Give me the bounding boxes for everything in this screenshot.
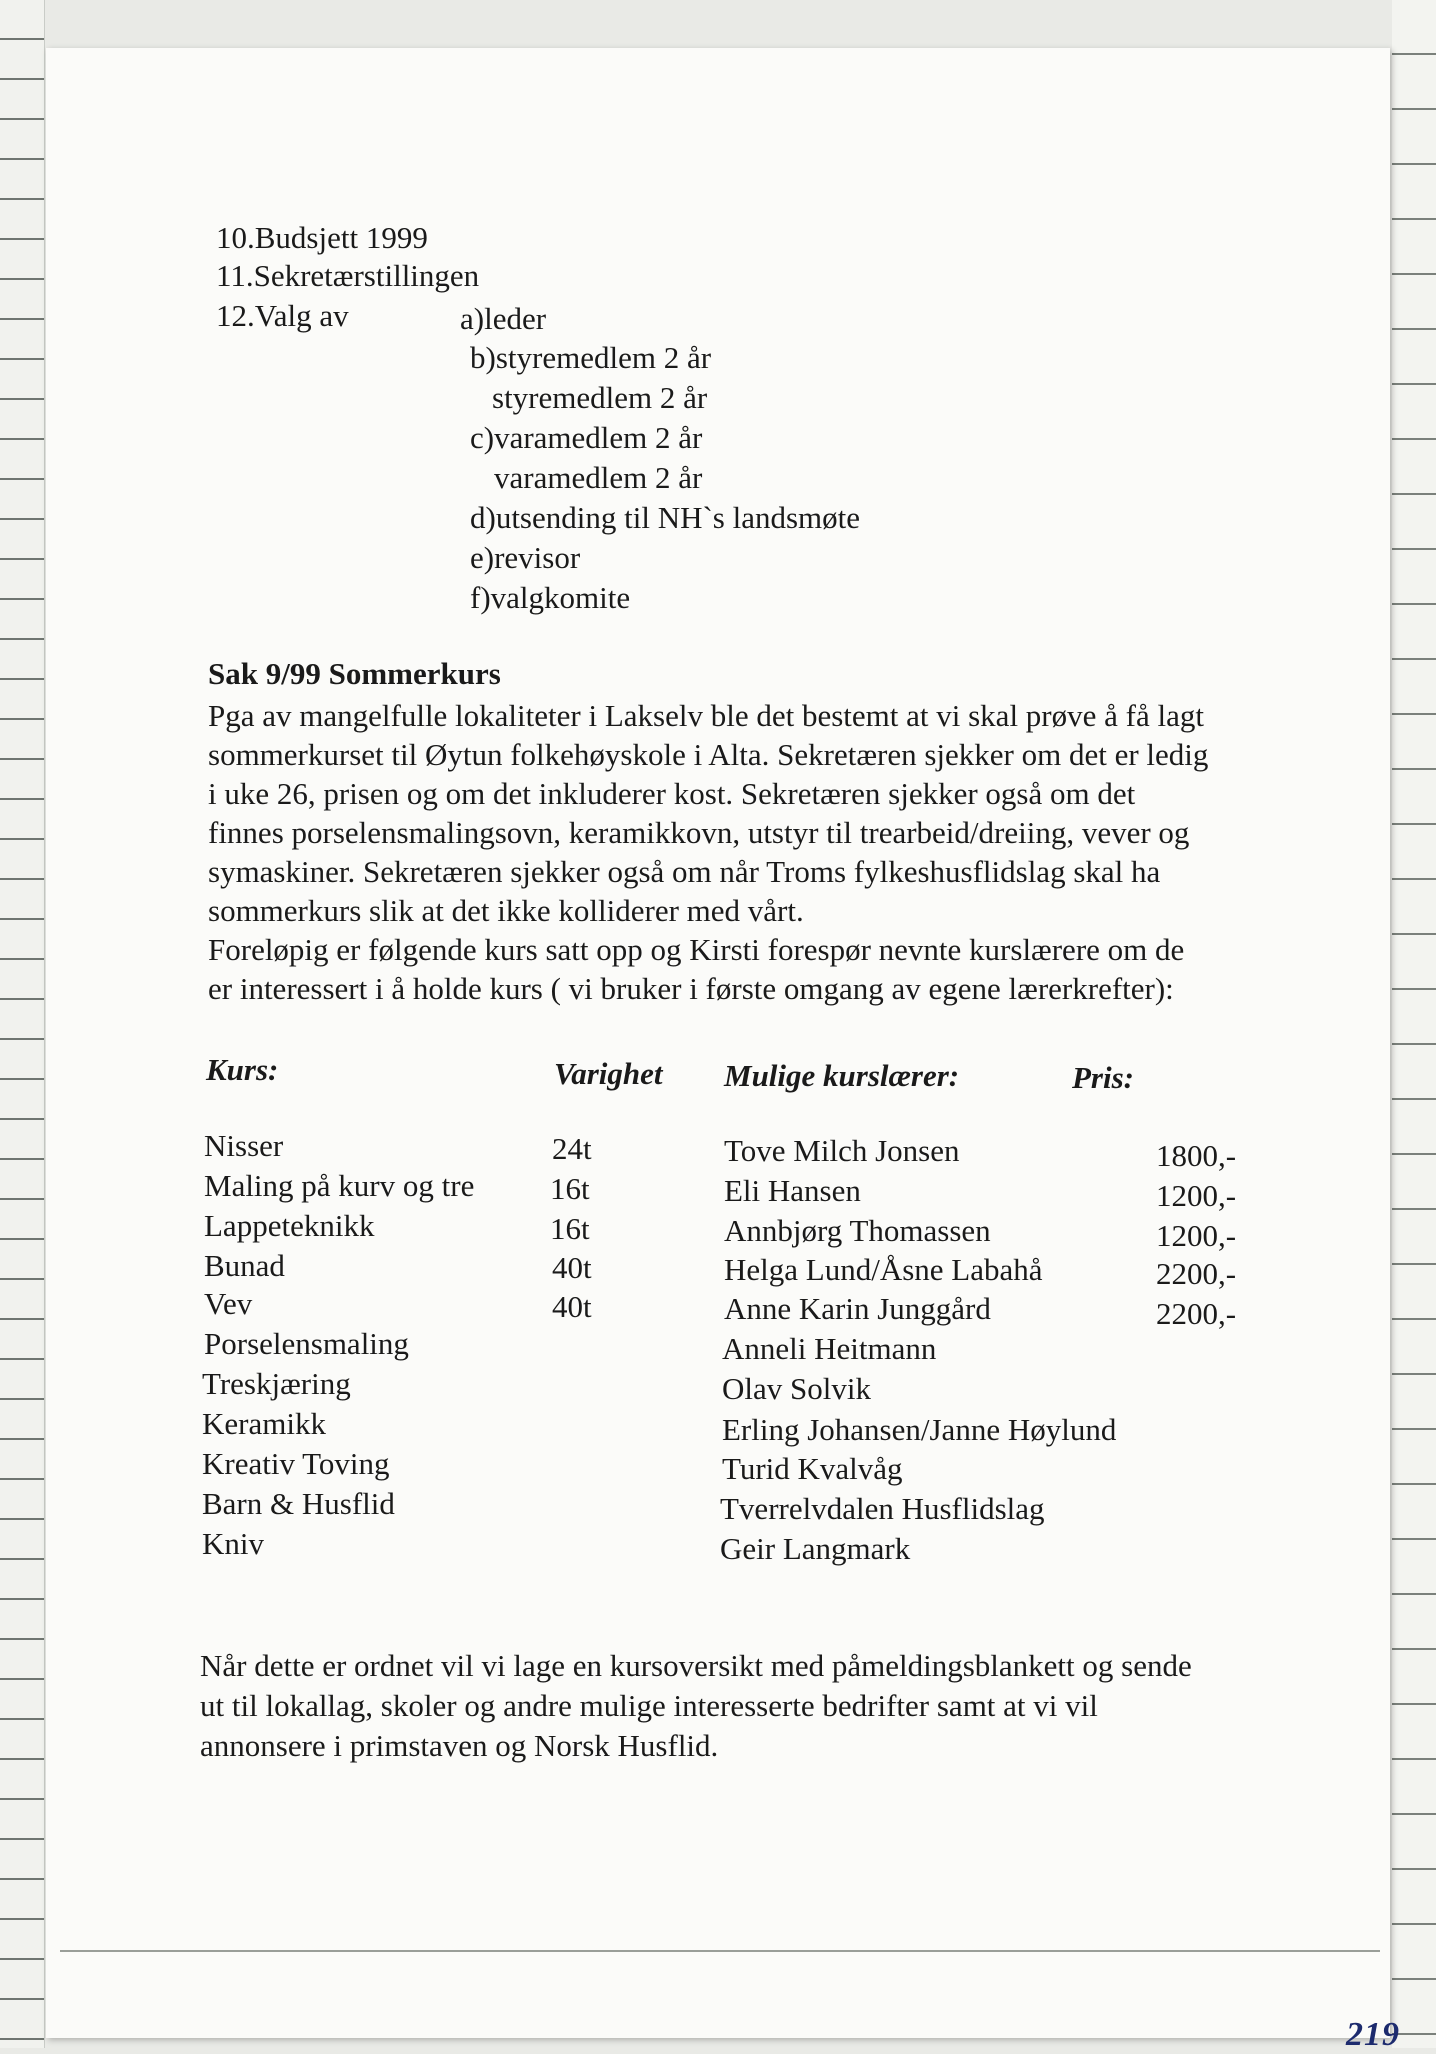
course-name: Kniv	[202, 1526, 264, 1561]
header-teachers: Mulige kurslærer:	[724, 1058, 960, 1093]
agenda-sub-c: c)varamedlem 2 år	[470, 420, 703, 455]
section-paragraph	[208, 696, 1328, 1008]
closing-line: annonsere i primstaven og Norsk Husflid.	[200, 1728, 719, 1763]
header-duration: Varighet	[554, 1056, 663, 1091]
agenda-sub-d: d)utsending til NH`s landsmøte	[470, 500, 861, 535]
course-duration: 24t	[552, 1131, 592, 1166]
course-teacher: Erling Johansen/Janne Høylund	[722, 1412, 1117, 1447]
course-price: 2200,-	[1156, 1256, 1237, 1291]
course-name: Nisser	[204, 1128, 284, 1163]
course-teacher: Eli Hansen	[724, 1173, 861, 1208]
agenda-sub-b: b)styremedlem 2 år	[470, 340, 712, 375]
agenda-item-11: 11.Sekretærstillingen	[216, 258, 480, 293]
paragraph-line: sommerkurs slik at det ikke kolliderer med vårt.	[208, 893, 804, 928]
course-teacher: Tverrelvdalen Husflidslag	[720, 1491, 1045, 1526]
course-teacher: Anne Karin Junggård	[724, 1291, 991, 1326]
closing-paragraph	[200, 1646, 1320, 1766]
ledger-paper-left	[0, 0, 45, 2048]
agenda-sub-e: e)revisor	[470, 540, 581, 575]
paragraph-line: symaskiner. Sekretæren sjekker også om når Troms fylkeshusflidslag skal ha	[208, 854, 1161, 889]
course-teacher: Helga Lund/Åsne Labahå	[724, 1252, 1043, 1287]
agenda-item-12: 12.Valg av	[216, 298, 349, 333]
course-name: Porselensmaling	[204, 1326, 409, 1361]
agenda-sub-b2: styremedlem 2 år	[492, 380, 708, 415]
course-price: 2200,-	[1156, 1296, 1237, 1331]
course-teacher: Olav Solvik	[722, 1371, 871, 1406]
course-duration: 40t	[552, 1250, 592, 1285]
section-heading: Sak 9/99 Sommerkurs	[208, 656, 501, 691]
course-name: Vev	[204, 1286, 253, 1321]
course-name: Bunad	[204, 1248, 285, 1283]
course-name: Barn & Husflid	[202, 1486, 395, 1521]
course-duration: 16t	[550, 1211, 590, 1246]
paragraph-line: i uke 26, prisen og om det inkluderer kost. Sekretæren sjekker også om det	[208, 776, 1136, 811]
course-teacher: Geir Langmark	[720, 1531, 911, 1566]
course-price: 1200,-	[1156, 1218, 1237, 1253]
paragraph-line: sommerkurset til Øytun folkehøyskole i Alta. Sekretæren sjekker om det er ledig	[208, 737, 1209, 772]
course-teacher: Turid Kvalvåg	[722, 1451, 903, 1486]
course-name: Maling på kurv og tre	[204, 1168, 475, 1203]
course-price: 1800,-	[1156, 1138, 1237, 1173]
course-duration: 40t	[552, 1289, 592, 1324]
handwritten-page-number: 219	[1346, 2016, 1400, 2053]
agenda-sub-f: f)valgkomite	[470, 580, 631, 615]
header-price: Pris:	[1072, 1060, 1134, 1095]
closing-line: Når dette er ordnet vil vi lage en kursoversikt med påmeldingsblankett og sende	[200, 1648, 1192, 1683]
header-course: Kurs:	[206, 1052, 279, 1087]
course-name: Lappeteknikk	[204, 1208, 375, 1243]
course-teacher: Annbjørg Thomassen	[724, 1213, 991, 1248]
ledger-paper-right	[1392, 0, 1436, 2048]
page-bottom-rule	[60, 1950, 1380, 1952]
course-duration: 16t	[550, 1171, 590, 1206]
course-name: Keramikk	[202, 1406, 326, 1441]
course-teacher: Tove Milch Jonsen	[724, 1133, 960, 1168]
agenda-item-10: 10.Budsjett 1999	[216, 220, 428, 255]
closing-line: ut til lokallag, skoler og andre mulige interesserte bedrifter samt at vi vil	[200, 1688, 1098, 1723]
paragraph-line: er interessert i å holde kurs ( vi bruker i første omgang av egene lærerkrefter):	[208, 971, 1174, 1006]
course-name: Treskjæring	[202, 1366, 351, 1401]
paragraph-line: Pga av mangelfulle lokaliteter i Lakselv ble det bestemt at vi skal prøve å få lagt	[208, 698, 1204, 733]
course-teacher: Anneli Heitmann	[722, 1331, 937, 1366]
course-name: Kreativ Toving	[202, 1446, 390, 1481]
agenda-sub-c2: varamedlem 2 år	[494, 460, 703, 495]
course-price: 1200,-	[1156, 1178, 1237, 1213]
paragraph-line: finnes porselensmalingsovn, keramikkovn, utstyr til trearbeid/dreiing, vever og	[208, 815, 1190, 850]
paragraph-line: Foreløpig er følgende kurs satt opp og Kirsti forespør nevnte kurslærere om de	[208, 932, 1185, 967]
agenda-sub-a: a)leder	[460, 301, 547, 336]
